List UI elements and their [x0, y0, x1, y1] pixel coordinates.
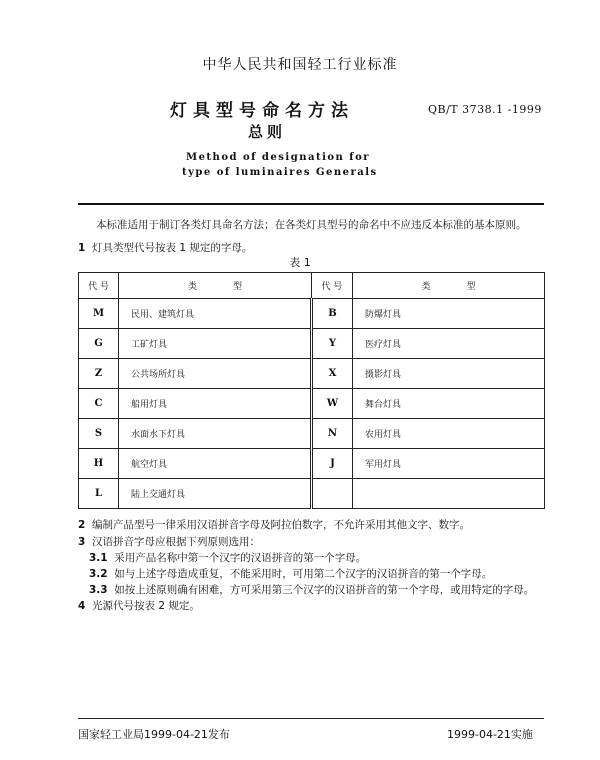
section-3-1-number: 3.1 — [89, 552, 108, 564]
code-cell-2: W — [311, 389, 352, 419]
type-cell: 民用、建筑灯具 — [119, 299, 312, 329]
section-3-1 — [89, 550, 366, 565]
header-divider — [78, 203, 544, 205]
table-1 — [78, 272, 545, 509]
table-caption: 表 1 — [289, 256, 311, 269]
type-cell: 工矿灯具 — [119, 329, 312, 359]
section-2-text: 编制产品型号一律采用汉语拼音字母及阿拉伯数字，不允许采用其他文字、数字。 — [92, 519, 470, 531]
section-3-3-text: 如按上述原则确有困难，方可采用第三个汉字的汉语拼音的第一个字母，或用特定的字母。 — [114, 584, 535, 596]
header-type-2: 类 型 — [353, 273, 545, 299]
table-row — [79, 299, 545, 329]
table-row — [79, 359, 545, 389]
code-cell: L — [79, 479, 119, 509]
document-subtitle: 总则 — [248, 123, 287, 141]
section-1 — [78, 240, 252, 255]
code-cell-2: Y — [311, 329, 352, 359]
code-cell: C — [79, 389, 119, 419]
effective-date: 1999-04-21实施 — [447, 728, 533, 741]
section-3-3-number: 3.3 — [89, 584, 108, 596]
code-cell: Z — [79, 359, 119, 389]
issuer-title: 中华人民共和国轻工行业标准 — [202, 57, 398, 73]
section-3-text: 汉语拼音字母应根据下列原则选用： — [92, 536, 260, 548]
table-row — [79, 449, 545, 479]
type-cell: 陆上交通灯具 — [119, 479, 312, 509]
code-cell: G — [79, 329, 119, 359]
section-1-text: 灯具类型代号按表 1 规定的字母。 — [92, 242, 253, 254]
type-cell-2: 防爆灯具 — [353, 299, 545, 329]
type-cell-2 — [353, 479, 545, 509]
header-type: 类 型 — [119, 273, 312, 299]
issue-date: 国家轻工业局1999-04-21发布 — [78, 728, 230, 741]
section-3-2-number: 3.2 — [89, 568, 108, 580]
table-row — [79, 479, 545, 509]
type-cell-2: 农用灯具 — [353, 419, 545, 449]
section-4 — [78, 598, 200, 613]
type-cell: 水面水下灯具 — [119, 419, 312, 449]
section-4-number: 4 — [78, 600, 86, 612]
type-cell-2: 医疗灯具 — [353, 329, 545, 359]
section-2-number: 2 — [78, 519, 86, 531]
type-cell: 航空灯具 — [119, 449, 312, 479]
code-cell-2 — [311, 479, 352, 509]
section-3-1-text: 采用产品名称中第一个汉字的汉语拼音的第一个字母。 — [114, 552, 367, 564]
code-cell-2: B — [311, 299, 352, 329]
header-code: 代 号 — [79, 273, 119, 299]
section-2 — [78, 517, 470, 532]
english-title-line2: type of luminaires Generals — [182, 167, 378, 178]
header-code-2: 代 号 — [311, 273, 352, 299]
english-title-line1: Method of designation for — [186, 152, 371, 163]
code-cell-2: X — [311, 359, 352, 389]
type-cell: 船用灯具 — [119, 389, 312, 419]
section-1-number: 1 — [78, 242, 86, 254]
section-4-text: 光源代号按表 2 规定。 — [92, 600, 200, 612]
section-3-2 — [89, 566, 492, 581]
code-cell-2: J — [311, 449, 352, 479]
standard-code: QB/T 3738.1 -1999 — [428, 103, 542, 116]
type-cell-2: 军用灯具 — [353, 449, 545, 479]
code-cell: S — [79, 419, 119, 449]
intro-paragraph: 本标准适用于制订各类灯具命名方法；在各类灯具型号的命名中不应违反本标准的基本原则。 — [96, 219, 527, 231]
section-3-number: 3 — [78, 536, 86, 548]
table-row — [79, 329, 545, 359]
code-cell: M — [79, 299, 119, 329]
section-3-2-text: 如与上述字母造成重复，不能采用时，可用第二个汉字的汉语拼音的第一个字母。 — [114, 568, 493, 580]
code-cell-2: N — [311, 419, 352, 449]
type-cell: 公共场所灯具 — [119, 359, 312, 389]
code-cell: H — [79, 449, 119, 479]
section-3-3 — [89, 582, 534, 597]
footer-divider — [78, 718, 544, 719]
type-cell-2: 摄影灯具 — [353, 359, 545, 389]
table-header-row — [79, 273, 545, 299]
table-row — [79, 389, 545, 419]
document-title: 灯具型号命名方法 — [170, 101, 354, 121]
section-3 — [78, 534, 260, 549]
table-row — [79, 419, 545, 449]
type-cell-2: 舞台灯具 — [353, 389, 545, 419]
